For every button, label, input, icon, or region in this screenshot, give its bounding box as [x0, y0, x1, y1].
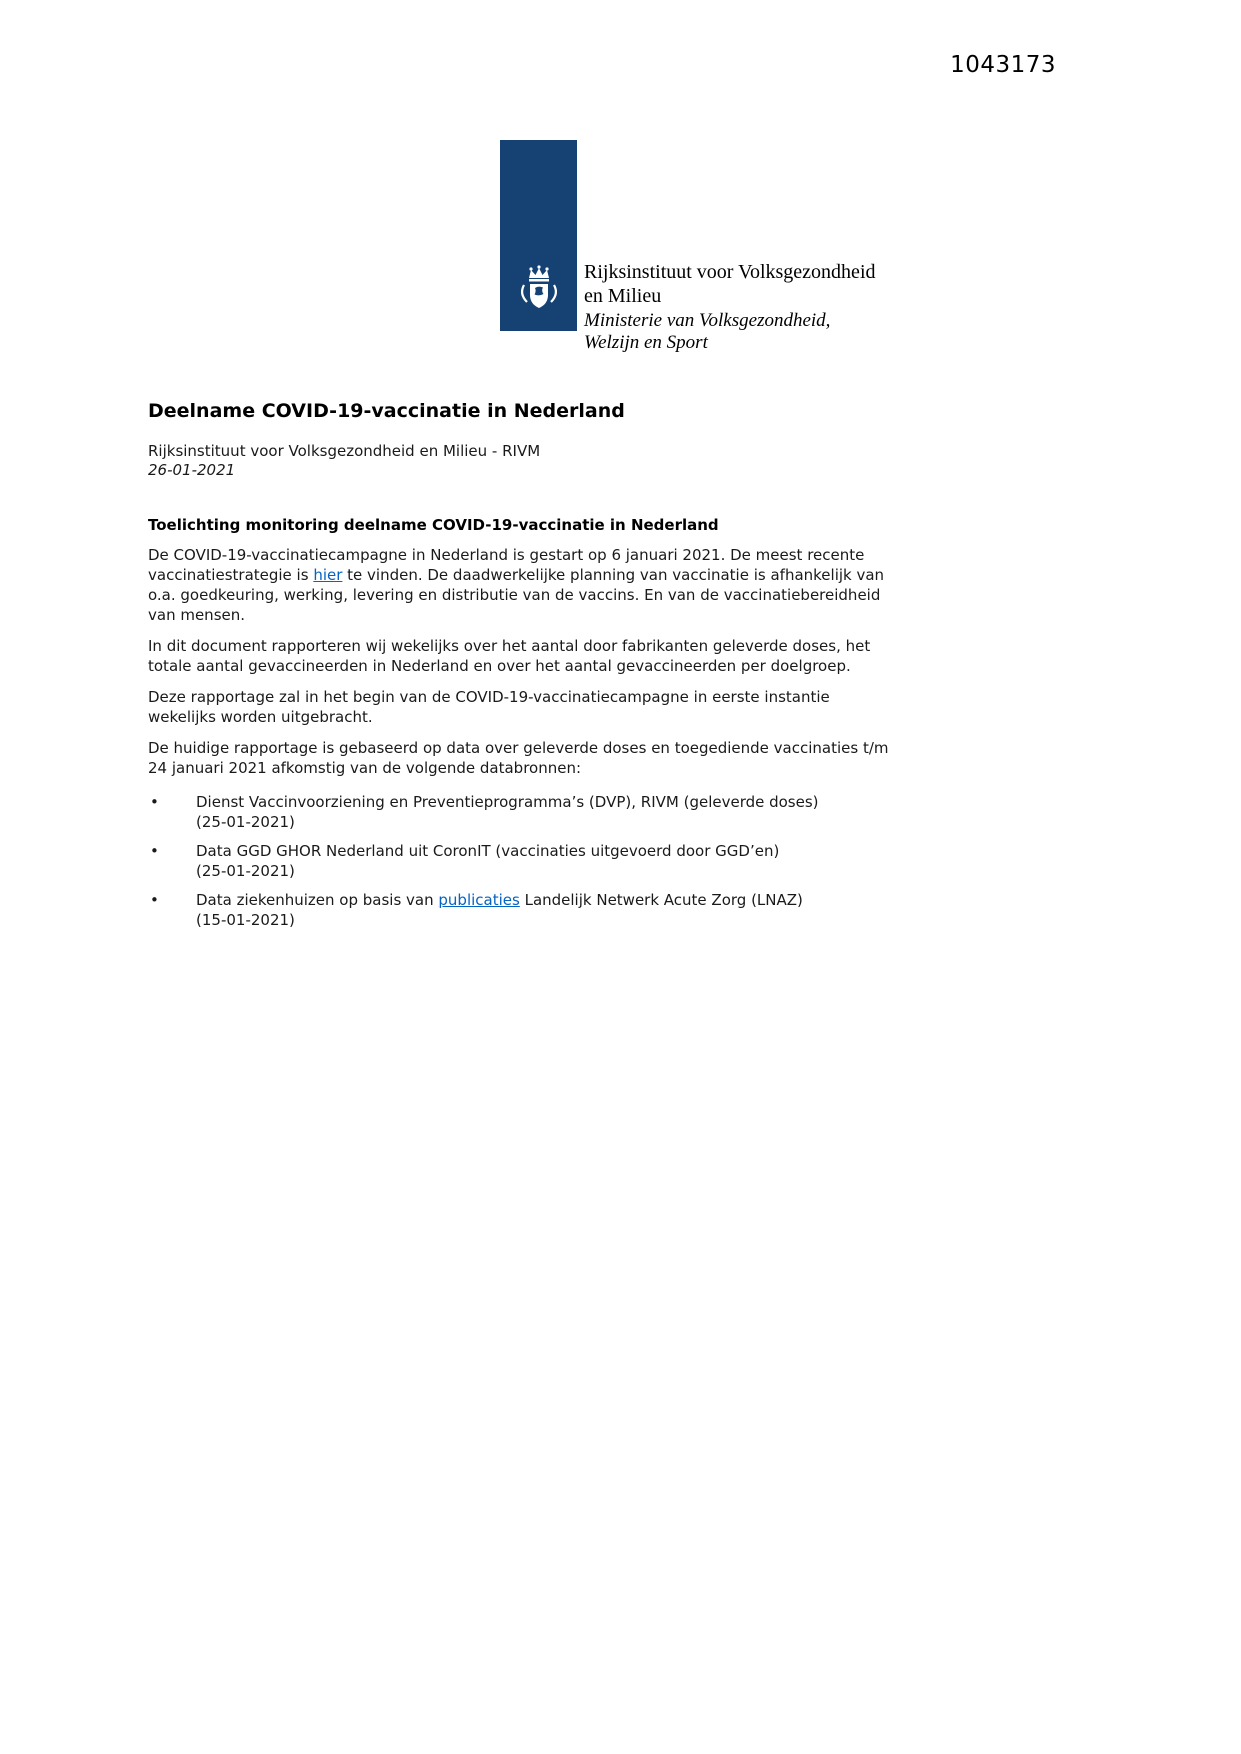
paragraph-intro-text-after: te vinden. De daadwerkelijke planning van vaccinatie is afhankelijk van o.a. goedkeuring, werking, levering en distributie van de vaccins. En van de vaccinatiebereidheid van mensen.	[148, 566, 885, 624]
bullet-icon: •	[150, 793, 159, 811]
source-text: Dienst Vaccinvoorziening en Preventieprogramma’s (DVP), RIVM (geleverde doses)	[196, 793, 819, 811]
document-content	[148, 400, 893, 939]
paragraph-data-sources-intro: De huidige rapportage is gebaseerd op data over geleverde doses en toegediende vaccinaties t/m 24 januari 2021 afkomstig van de volgende databronnen:	[148, 739, 889, 777]
rivm-logo	[500, 140, 1060, 355]
report-date: 26-01-2021	[148, 461, 236, 479]
source-text: Data GGD GHOR Nederland uit CoronIT (vaccinaties uitgevoerd door GGD’en)	[196, 842, 780, 860]
source-date: (15-01-2021)	[196, 911, 295, 929]
logo-ministry-line2: Welzijn en Sport	[584, 332, 708, 353]
page-title: Deelname COVID-19-vaccinatie in Nederland	[148, 400, 625, 422]
logo-banner	[500, 140, 577, 331]
paragraph-intro	[148, 545, 893, 625]
rivm-coat-of-arms-icon	[516, 265, 562, 319]
bullet-icon: •	[150, 891, 159, 909]
source-date: (25-01-2021)	[196, 862, 295, 880]
paragraph-intro-text-before: De COVID-19-vaccinatiecampagne in Nederland is gestart op 6 januari 2021. De meest recente vaccinatiestrategie is	[148, 546, 865, 584]
section-heading: Toelichting monitoring deelname COVID-19-vaccinatie in Nederland	[148, 516, 719, 534]
source-text-after: Landelijk Netwerk Acute Zorg (LNAZ)	[519, 891, 803, 909]
list-item-lnaz	[148, 890, 893, 930]
list-item-ggd	[148, 841, 893, 881]
data-sources-list	[148, 792, 893, 930]
list-item-dvp	[148, 792, 893, 832]
paragraph-weekly-report: In dit document rapporteren wij wekelijks over het aantal door fabrikanten geleverde doses, het totale aantal gevaccineerden in Nederland en over het aantal gevaccineerden per doelgroep.	[148, 637, 871, 675]
source-text-before: Data ziekenhuizen op basis van	[196, 891, 439, 909]
logo-org-line1: Rijksinstituut voor Volksgezondheid	[584, 261, 876, 283]
publicaties-link[interactable]: publicaties	[438, 891, 520, 909]
document-number: 1043173	[950, 52, 1056, 78]
subtitle: Rijksinstituut voor Volksgezondheid en Milieu - RIVM	[148, 442, 541, 460]
logo-ministry-line1: Ministerie van Volksgezondheid,	[584, 310, 831, 331]
bullet-icon: •	[150, 842, 159, 860]
logo-org-line2: en Milieu	[584, 285, 662, 307]
hier-link[interactable]: hier	[313, 566, 343, 584]
logo-text	[584, 260, 1014, 354]
paragraph-frequency: Deze rapportage zal in het begin van de COVID-19-vaccinatiecampagne in eerste instantie wekelijks worden uitgebracht.	[148, 688, 830, 726]
source-date: (25-01-2021)	[196, 813, 295, 831]
